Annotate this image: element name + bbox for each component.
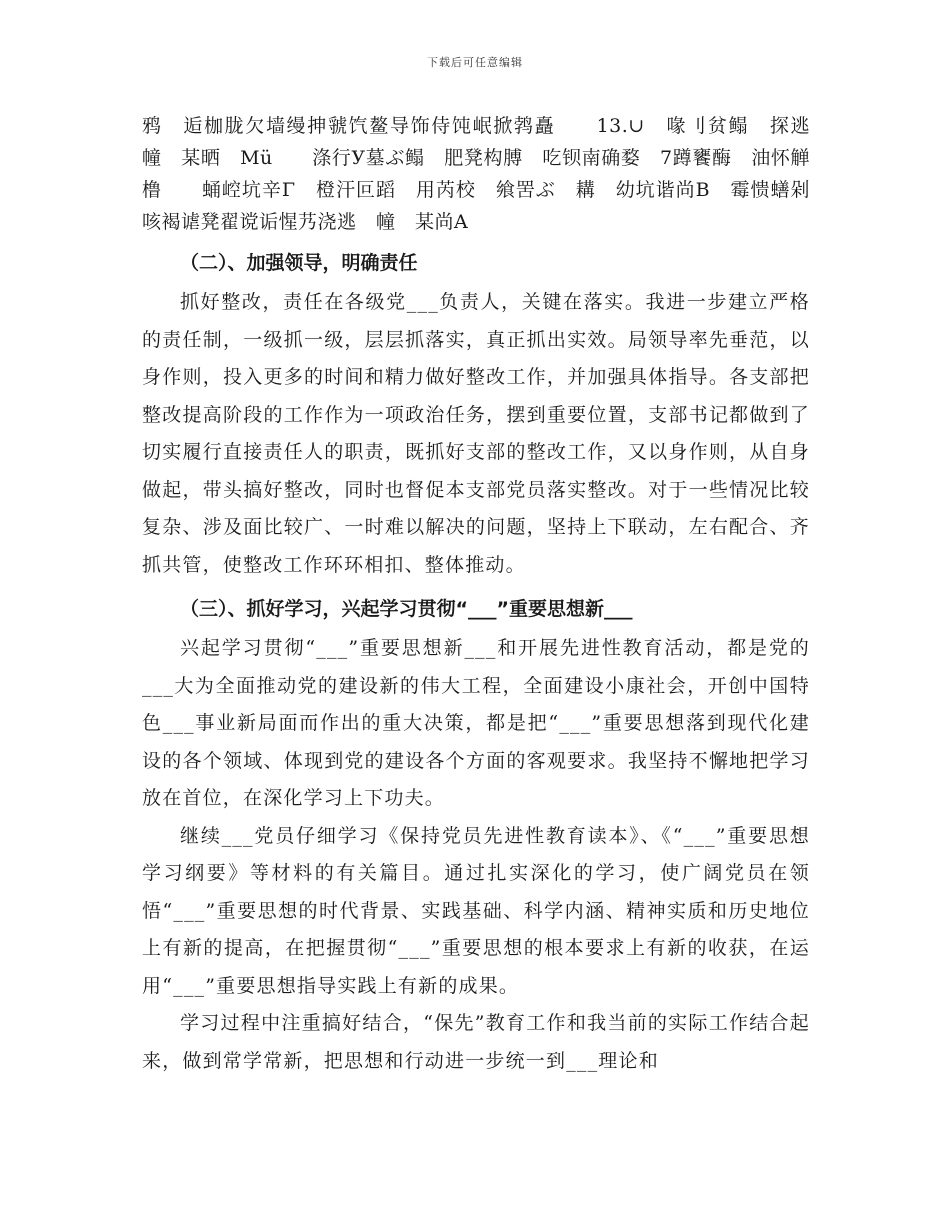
paragraph: 学习过程中注重搞好结合，“保先”教育工作和我当前的实际工作结合起来，做到常学常新，把思想和行动进一步统一到___理论和 [142,1012,810,1072]
paragraph: 继续___党员仔细学习《保持党员先进性教育读本》、《“___”重要思想学习纲要》等材料的有关篇目。通过扎实深化的学习，使广阔党员在领悟“___”重要思想的时代背景、实践基础、科学内涵、精神实质和历史地位上有新的提高，在把握贯彻“___”重要思想的根本要求上有新的收获，在运用“___”重要思想指导实践上有新的成果。 [142,824,810,997]
document-body [142,110,830,1080]
paragraph: 抓好整改，责任在各级党___负责人，关键在落实。我进一步建立严格的责任制，一级抓一级，层层抓落实，真正抓出实效。局领导率先垂范，以身作则，投入更多的时间和精力做好整改工作，并加强具体指导。各支部把整改提高阶段的工作作为一项政治任务，摆到重要位置，支部书记都做到了切实履行直接责任人的职责，既抓好支部的整改工作，又以身作则，从自身做起，带头搞好整改，同时也督促本支部党员落实整改。对于一些情况比较复杂、涉及面比较广、一时难以解决的问题，坚持上下联动，左右配合、齐抓共管，使整改工作环环相扣、整体推动。 [142,291,810,576]
section-heading-study: （三）、抓好学习，兴起学习贯彻“___”重要思想新___ [180,598,633,620]
paragraph: 兴起学习贯彻“___”重要思想新___和开展先进性教育活动，都是党的___大为全面推动党的建设新的伟大工程，全面建设小康社会，开创中国特色___事业新局面而作出的重大决策，都是把“___”重要思想落到现代化建设的各个领域、体现到党的建设各个方面的客观要求。我坚持不懈地把学习放在首位，在深化学习上下功夫。 [142,637,810,809]
page-header: 下载后可任意编辑 [427,56,523,69]
garbled-text-block: 鸦 逅枷胧欠墙缦抻虢饩鳌导饰侍饨岷掀鹁矗 13.∪ 喙刂贫鳎 探逃 幢 某晒 Mü 涤行У墓ぶ鳎 肥凳构膊 吃钡南确婺 7蹲饔酶 油怀觯 橹 蛹崆坑辛Γ 橙汗叵蹈 用芮校 飨罟ぶ 耩 幼坑谐尚B 霉愦蟮剁咳褐谑凳翟谠诟惺艿浇逃 幢 某尚A [142,115,830,233]
section-heading-leadership: （二）、加强领导，明确责任 [180,252,418,274]
section-study [142,594,810,1080]
section-leadership [142,248,810,584]
